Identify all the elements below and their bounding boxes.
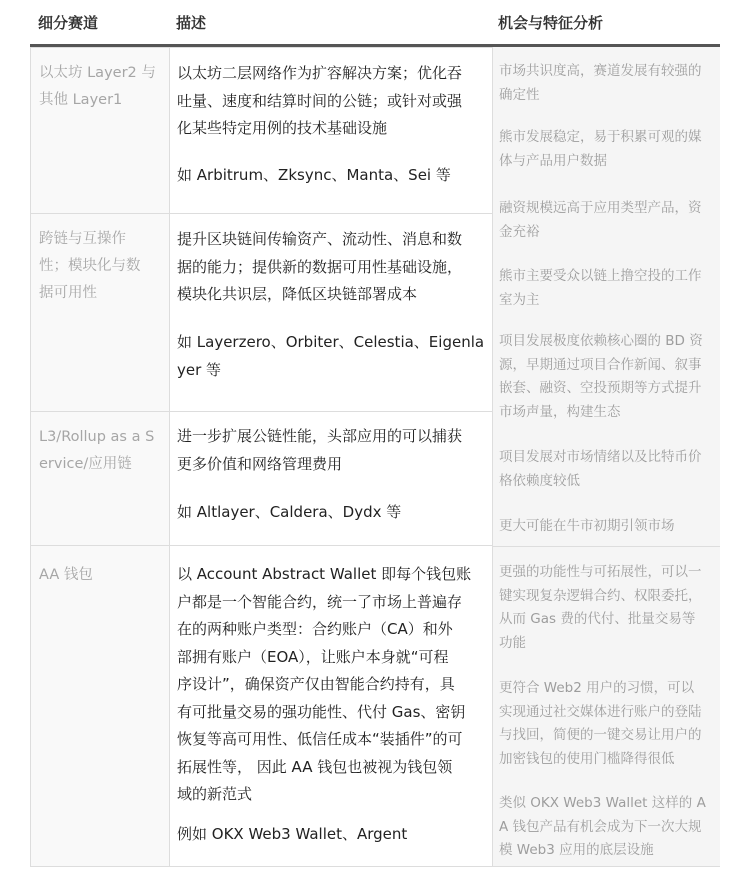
examples-text: 例如 OKX Web3 Wallet、Argent bbox=[177, 825, 408, 843]
analysis-point: 更符合 Web2 用户的习惯，可以 实现通过社交媒体进行账户的登陆 与找回，简便的一键交易让用户的 加密钱包的使用门槛降得很低 bbox=[499, 680, 702, 767]
description-text: 以太坊二层网络作为扩容解决方案；优化吞 吐量、速度和结算时间的公链；或针对或强 化某些特定用例的技术基础设施 bbox=[177, 64, 463, 137]
track-label: AA 钱包 bbox=[39, 567, 93, 583]
track-cell bbox=[30, 545, 170, 867]
analysis-cell bbox=[493, 47, 720, 546]
analysis-point: 更大可能在牛市初期引领市场 bbox=[499, 518, 675, 534]
track-label: 以太坊 Layer2 与 其他 Layer1 bbox=[39, 65, 156, 108]
analysis-point: 类似 OKX Web3 Wallet 这样的 A A 钱包产品有机会成为下一次大规 模 Web3 应用的底层设施 bbox=[499, 795, 706, 858]
track-cell bbox=[30, 213, 170, 412]
analysis-point: 项目发展对市场情绪以及比特币价 格依赖度较低 bbox=[499, 449, 702, 489]
examples-text: 如 Altlayer、Caldera、Dydx 等 bbox=[177, 503, 402, 521]
analysis-cell bbox=[493, 546, 720, 866]
description-cell bbox=[169, 545, 493, 867]
description-text: 进一步扩展公链性能，头部应用的可以捕获 更多价值和网络管理费用 bbox=[177, 427, 463, 473]
analysis-point: 融资规模远高于应用类型产品，资 金充裕 bbox=[499, 200, 702, 240]
analysis-point: 更强的功能性与可拓展性，可以一 键实现复杂逻辑合约、权限委托， 从而 Gas 费的代付、批量交易等 功能 bbox=[499, 564, 702, 651]
track-cell bbox=[30, 411, 170, 546]
examples-text: 如 Arbitrum、Zksync、Manta、Sei 等 bbox=[177, 166, 451, 184]
table-header bbox=[0, 0, 750, 46]
track-label: L3/Rollup as a S ervice/应用链 bbox=[39, 429, 155, 472]
analysis-point: 市场共识度高，赛道发展有较强的 确定性 bbox=[499, 63, 702, 103]
analysis-point: 项目发展极度依赖核心圈的 BD 资 源，早期通过项目合作新闻、叙事 嵌套、融资、空投预期等方式提升 市场声量，构建生态 bbox=[499, 333, 703, 420]
description-cell bbox=[169, 213, 493, 412]
track-label: 跨链与互操作 性；模块化与数 据可用性 bbox=[39, 231, 141, 301]
analysis-point: 熊市发展稳定，易于积累可观的媒 体与产品用户数据 bbox=[499, 129, 702, 169]
header-description: 描述 bbox=[176, 14, 207, 32]
table-bottom-border bbox=[30, 866, 720, 867]
examples-text: 如 Layerzero、Orbiter、Celestia、Eigenla yer 等 bbox=[177, 333, 485, 379]
description-text: 以 Account Abstract Wallet 即每个钱包账 户都是一个智能合约，统一了市场上普遍存 在的两种账户类型：合约账户（CA）和外 部拥有账户（EOA），让账户本身就“可程 序设计”，确保资产仅由智能合约持有，具 有可批量交易的强功能性、代付 Gas、密钥 恢复等高可用性、低信任成本“装插件”的可 拓展性等， 因此 AA 钱包也被视为钱包领 域的新范式 bbox=[177, 565, 472, 803]
analysis-point: 熊市主要受众以链上撸空投的工作 室为主 bbox=[499, 268, 702, 308]
header-track: 细分赛道 bbox=[38, 14, 99, 32]
header-analysis: 机会与特征分析 bbox=[498, 14, 604, 32]
description-cell bbox=[169, 411, 493, 546]
track-cell bbox=[30, 47, 170, 214]
description-text: 提升区块链间传输资产、流动性、消息和数 据的能力；提供新的数据可用性基础设施， 模块化共识层，降低区块链部署成本 bbox=[177, 230, 463, 303]
description-cell bbox=[169, 47, 493, 214]
